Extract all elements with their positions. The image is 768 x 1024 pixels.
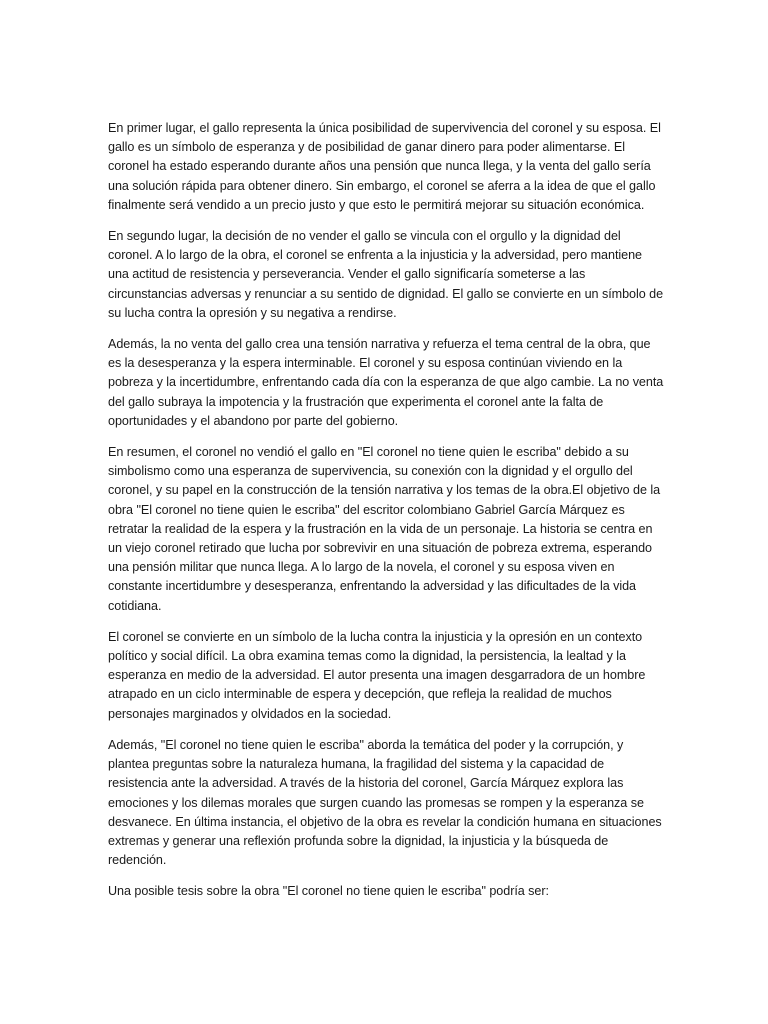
document-page xyxy=(108,119,664,914)
paragraph-5: El coronel se convierte en un símbolo de la lucha contra la injusticia y la opresión en un contexto político y social difícil. La obra examina temas como la dignidad, la persistencia, la lealtad y la esperanza en medio de la adversidad. El autor presenta una imagen desgarradora de un hombre atrapado en un ciclo interminable de espera y decepción, que refleja la realidad de muchos personajes marginados y olvidados en la sociedad. xyxy=(108,629,646,721)
paragraph-2: En segundo lugar, la decisión de no vender el gallo se vincula con el orgullo y la dignidad del coronel. A lo largo de la obra, el coronel se enfrenta a la injusticia y la adversidad, pero mantiene una actitud de resistencia y perseverancia. Vender el gallo significaría someterse a las circunstancias adversas y renunciar a su sentido de dignidad. El gallo se convierte en un símbolo de su lucha contra la opresión y su negativa a rendirse. xyxy=(108,229,664,320)
paragraph-4: En resumen, el coronel no vendió el gallo en "El coronel no tiene quien le escriba" debido a su simbolismo como una esperanza de supervivencia, su conexión con la dignidad y el orgullo del coronel, y su papel en la construcción de la tensión narrativa y los temas de la obra.El objetivo de la obra "El coronel no tiene quien le escriba" del escritor colombiano Gabriel García Márquez es retratar la realidad de la espera y la frustración en la vida de un personaje. La historia se centra en un viejo coronel retirado que lucha por sobrevivir en una situación de pobreza extrema, esperando una pensión militar que nunca llega. A lo largo de la novela, el coronel y su esposa viven en constante incertidumbre y desesperanza, enfrentando la adversidad y las dificultades de la vida cotidiana. xyxy=(108,445,661,613)
paragraph-1: En primer lugar, el gallo representa la única posibilidad de supervivencia del coronel y su esposa. El gallo es un símbolo de esperanza y de posibilidad de ganar dinero para poder alimentarse. El coronel ha estado esperando durante años una pensión que nunca llega, y la venta del gallo sería una solución rápida para obtener dinero. Sin embargo, el coronel se aferra a la idea de que el gallo finalmente será vendido a un precio justo y que esto le permitirá mejorar su situación económica. xyxy=(108,121,661,212)
paragraph-3: Además, la no venta del gallo crea una tensión narrativa y refuerza el tema central de la obra, que es la desesperanza y la espera interminable. El coronel y su esposa continúan viviendo en la pobreza y la incertidumbre, enfrentando cada día con la esperanza de que algo cambie. La no venta del gallo subraya la impotencia y la frustración que experimenta el coronel ante la falta de oportunidades y el abandono por parte del gobierno. xyxy=(108,337,664,428)
paragraph-7: Una posible tesis sobre la obra "El coronel no tiene quien le escriba" podría ser: xyxy=(108,884,549,899)
paragraph-6: Además, "El coronel no tiene quien le escriba" aborda la temática del poder y la corrupción, y plantea preguntas sobre la naturaleza humana, la fragilidad del sistema y la capacidad de resistencia ante la adversidad. A través de la historia del coronel, García Márquez explora las emociones y los dilemas morales que surgen cuando las promesas se rompen y la esperanza se desvanece. En última instancia, el objetivo de la obra es revelar la condición humana en situaciones extremas y generar una reflexión profunda sobre la dignidad, la injusticia y la búsqueda de redención. xyxy=(108,737,662,868)
